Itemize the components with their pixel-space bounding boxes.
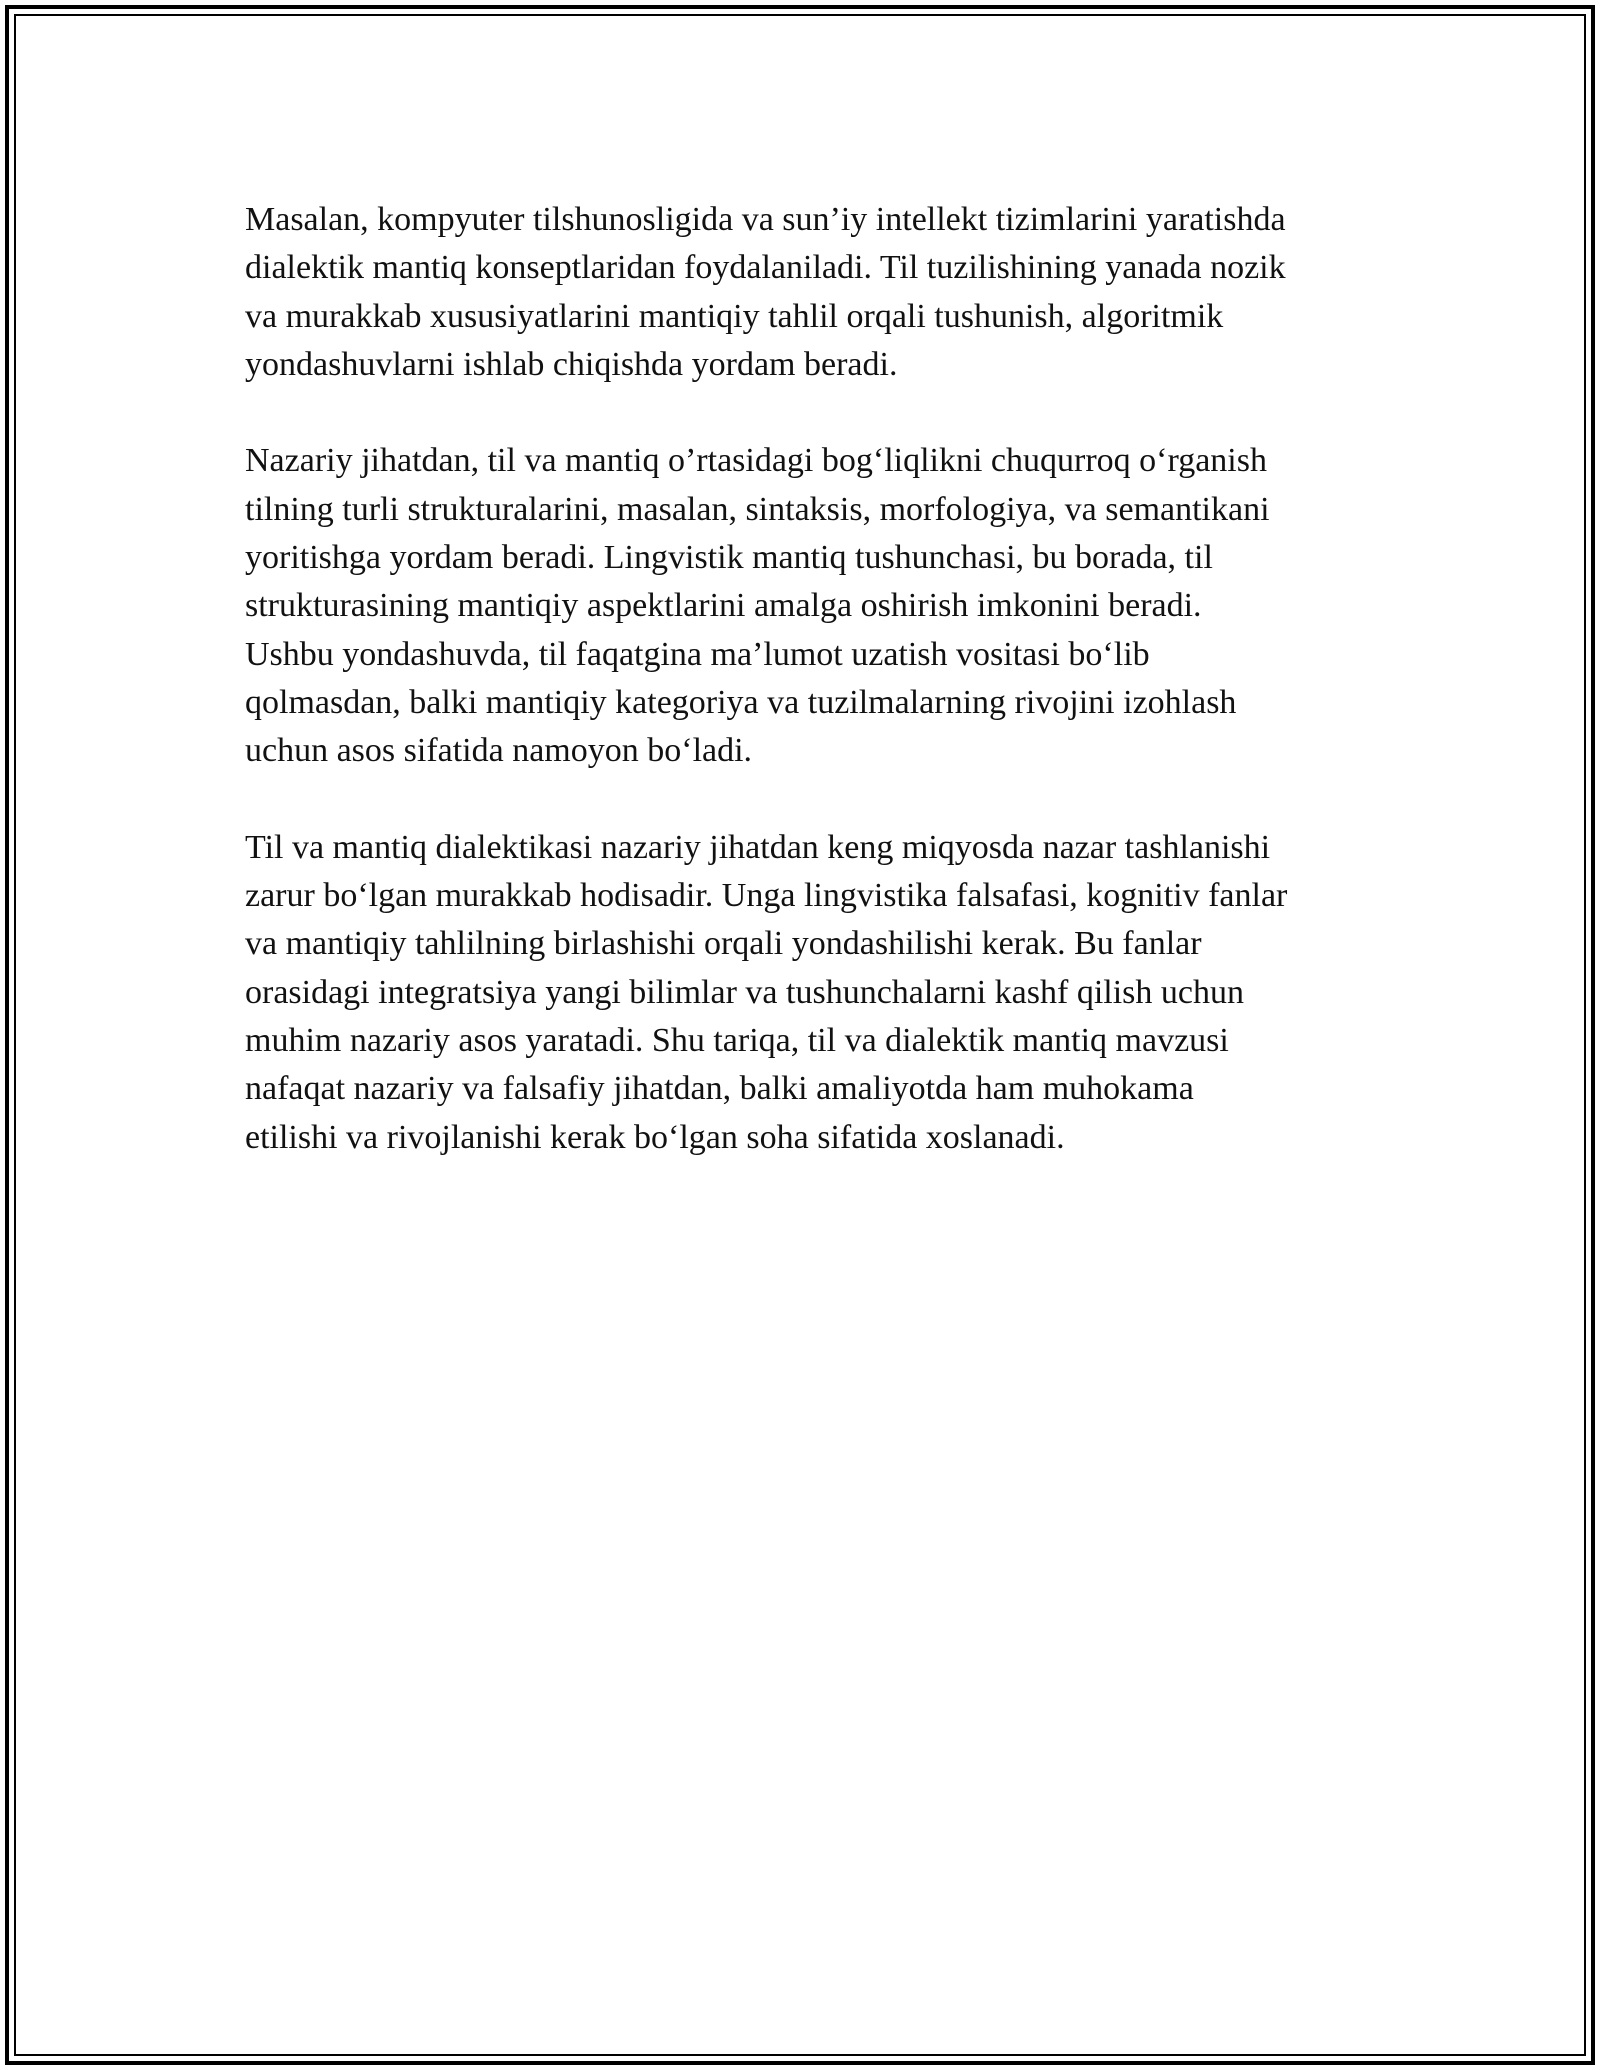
text-line: Nazariy jihatdan, til va mantiq o’rtasidagi bog‘liqlikni chuqurroq o‘rganish: [245, 442, 1267, 480]
text-line: Ushbu yondashuvda, til faqatgina ma’lumot uzatish vositasi bo‘lib: [245, 635, 1150, 673]
text-line: yoritishga yordam beradi. Lingvistik mantiq tushunchasi, bu borada, til: [245, 539, 1213, 577]
text-line: dialektik mantiq konseptlaridan foydalaniladi. Til tuzilishining yanada nozik: [245, 249, 1286, 287]
text-line: va murakkab xususiyatlarini mantiqiy tahlil orqali tushunish, algoritmik: [245, 297, 1224, 335]
text-line: etilishi va rivojlanishi kerak bo‘lgan soha sifatida xoslanadi.: [245, 1118, 1065, 1156]
text-line: zarur bo‘lgan murakkab hodisadir. Unga lingvistika falsafasi, kognitiv fanlar: [245, 877, 1288, 915]
text-line: Masalan, kompyuter tilshunosligida va sun’iy intellekt tizimlarini yaratishda: [245, 201, 1286, 238]
text-line: Til va mantiq dialektikasi nazariy jihatdan keng miqyosda nazar tashlanishi: [245, 828, 1271, 866]
text-line: qolmasdan, balki mantiqiy kategoriya va tuzilmalarning rivojini izohlash: [245, 683, 1237, 721]
text-line: nafaqat nazariy va falsafiy jihatdan, balki amaliyotda ham muhokama: [245, 1070, 1194, 1108]
paragraph-2: [245, 437, 1395, 775]
text-line: yondashuvlarni ishlab chiqishda yordam beradi.: [245, 345, 898, 383]
document-body: [245, 196, 1395, 1210]
text-line: muhim nazariy asos yaratadi. Shu tariqa, til va dialektik mantiq mavzusi: [245, 1022, 1229, 1060]
paragraph-3: [245, 824, 1395, 1162]
text-line: uchun asos sifatida namoyon bo‘ladi.: [245, 732, 753, 770]
page-border: [5, 5, 1595, 2065]
text-line: tilning turli strukturalarini, masalan, sintaksis, morfologiya, va semantikani: [245, 490, 1270, 528]
text-line: orasidagi integratsiya yangi bilimlar va tushunchalarni kashf qilish uchun: [245, 973, 1244, 1011]
text-line: va mantiqiy tahlilning birlashishi orqali yondashilishi kerak. Bu fanlar: [245, 925, 1202, 963]
text-line: strukturasining mantiqiy aspektlarini amalga oshirish imkonini beradi.: [245, 587, 1202, 625]
paragraph-1: [245, 196, 1395, 389]
